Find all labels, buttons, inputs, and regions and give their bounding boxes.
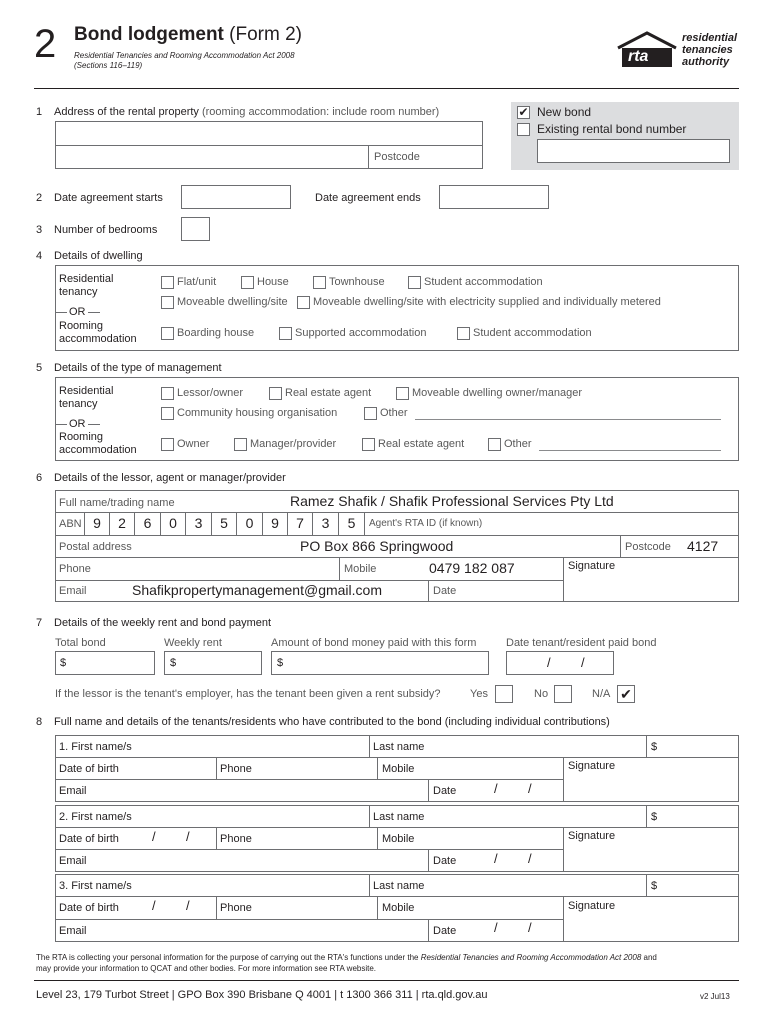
abn-digit: 2 — [110, 512, 135, 535]
act-sections: (Sections 116–119) — [74, 61, 143, 70]
moveable-dwelling-checkbox[interactable] — [161, 296, 174, 309]
subsidy-na-label: N/A — [592, 688, 611, 700]
tenant-3-dob-label: Date of birth — [59, 902, 119, 914]
abn-digit: 3 — [313, 512, 339, 535]
rooming-agent-label: Real estate agent — [378, 438, 465, 450]
existing-bond-number-input[interactable] — [537, 139, 730, 163]
s4-heading: Details of dwelling — [54, 250, 143, 262]
s1-number: 1 — [36, 106, 43, 118]
s8-heading: Full name and details of the tenants/residents who have contributed to the bond (including individual contributions) — [54, 716, 610, 728]
s5-residential-label: Residential tenancy — [59, 385, 114, 410]
form-title-main: Bond lodgement — [74, 24, 224, 45]
s6-row-rule-3 — [55, 557, 739, 558]
s4-or-rule-left — [55, 312, 67, 313]
rta-mark: rta — [628, 48, 649, 65]
community-housing-label: Community housing organisation — [177, 407, 338, 419]
tenant-3-dob-slash-1: / — [152, 898, 156, 913]
postcode-divider — [368, 145, 369, 169]
tenant-3-dollar: $ — [651, 880, 658, 892]
s6-row-rule-2 — [55, 535, 739, 536]
date-ends-label: Date agreement ends — [315, 192, 421, 204]
tenant-2-date-slash-1: / — [494, 851, 498, 866]
tenant-2-rule-1 — [55, 827, 739, 828]
tenant-2-mobile-rule — [377, 827, 378, 849]
s1-heading — [54, 106, 439, 118]
other-management-line[interactable] — [415, 419, 721, 420]
owner-checkbox[interactable] — [161, 438, 174, 451]
fullname-label: Full name/trading name — [59, 497, 175, 509]
s8-number: 8 — [36, 716, 43, 728]
weekly-rent-input[interactable] — [164, 651, 262, 675]
moveable-metered-label: Moveable dwelling/site with electricity supplied and individually metered — [313, 296, 661, 308]
tenant-3-rule-1 — [55, 896, 739, 897]
privacy-act: Residential Tenancies and Rooming Accommodation Act 2008 — [420, 953, 642, 962]
email-label: Email — [59, 585, 87, 597]
postcode-cell-rule — [620, 535, 621, 557]
tenant-2-dob-slash-1: / — [152, 829, 156, 844]
privacy-text-a: The RTA is collecting your personal information for the purpose of carrying out the RTA's functions under the — [36, 953, 421, 962]
real-estate-agent-checkbox[interactable] — [269, 387, 282, 400]
supported-accommodation-checkbox[interactable] — [279, 327, 292, 340]
tenant-1-amount-rule — [646, 735, 647, 757]
tenant-2-amount-rule — [646, 805, 647, 827]
s5-or-rule-right — [88, 424, 100, 425]
townhouse-checkbox[interactable] — [313, 276, 326, 289]
lessor-postcode-value[interactable]: 4127 — [687, 538, 719, 554]
student-accommodation-label: Student accommodation — [424, 276, 543, 288]
footer-address: Level 23, 179 Turbot Street | GPO Box 390 Brisbane Q 4001 | t 1300 366 311 | rta.qld.gov.au — [36, 989, 488, 1001]
tenant-1-last-rule — [369, 735, 370, 757]
total-bond-dollar: $ — [60, 657, 67, 669]
date-ends-input[interactable] — [439, 185, 549, 209]
subsidy-na-checkbox[interactable]: ✔ — [617, 685, 635, 703]
existing-bond-label: Existing rental bond number — [537, 122, 687, 136]
lessor-postcode-label: Postcode — [625, 541, 671, 553]
tenant-1-date-slash-2: / — [528, 781, 532, 796]
tenant-1-rule-2 — [55, 779, 563, 780]
s6-heading: Details of the lessor, agent or manager/provider — [54, 472, 286, 484]
tenant-1-sig-rule — [563, 757, 564, 802]
boarding-house-label: Boarding house — [177, 327, 255, 339]
tenant-3-first-label: 3. First name/s — [59, 880, 132, 892]
tenant-1-phone-rule — [216, 757, 217, 779]
total-bond-input[interactable] — [55, 651, 155, 675]
tenant-1-phone-label: Phone — [220, 763, 252, 775]
s6-row-rule-4 — [55, 580, 563, 581]
tenant-3-last-label: Last name — [373, 880, 425, 892]
rooming-other-line[interactable] — [539, 450, 721, 451]
tenant-3-mobile-rule — [377, 896, 378, 919]
abn-digit: 0 — [161, 512, 186, 535]
tenant-3-dob-slash-2: / — [186, 898, 190, 913]
privacy-line-1 — [36, 952, 741, 963]
real-estate-agent-label: Real estate agent — [285, 387, 372, 399]
tenant-3-date-label: Date — [433, 925, 457, 937]
tenant-2-date-rule — [428, 849, 429, 872]
tenant-3-date-rule — [428, 919, 429, 942]
rta-word-3: authority — [682, 56, 730, 68]
subsidy-no-label: No — [534, 688, 549, 700]
header-rule — [34, 88, 739, 89]
rta-word-1: residential — [682, 32, 738, 44]
date-starts-label: Date agreement starts — [54, 192, 163, 204]
s7-heading: Details of the weekly rent and bond payment — [54, 617, 272, 629]
lessor-signature-label: Signature — [568, 560, 616, 572]
owner-label: Owner — [177, 438, 210, 450]
tenant-2-date-slash-2: / — [528, 851, 532, 866]
moveable-dwelling-label: Moveable dwelling/site — [177, 296, 288, 308]
s1-hint: (rooming accommodation: include room number) — [201, 106, 440, 118]
house-checkbox[interactable] — [241, 276, 254, 289]
rta-logo — [614, 30, 739, 72]
fullname-value[interactable]: Ramez Shafik / Shafik Professional Services Pty Ltd — [290, 493, 614, 509]
rooming-student-checkbox[interactable] — [457, 327, 470, 340]
tenant-3-phone-label: Phone — [220, 902, 252, 914]
tenant-3-mobile-label: Mobile — [382, 902, 415, 914]
tenant-1-date-label: Date — [433, 785, 457, 797]
tenant-1-dollar: $ — [651, 741, 658, 753]
new-bond-checkbox[interactable]: ✔ — [518, 105, 529, 119]
subsidy-question: If the lessor is the tenant's employer, has the tenant been given a rent subsidy? — [55, 688, 441, 700]
tenant-2-last-rule — [369, 805, 370, 827]
s3-number: 3 — [36, 224, 43, 236]
community-housing-checkbox[interactable] — [161, 407, 174, 420]
tenant-2-dob-label: Date of birth — [59, 833, 119, 845]
tenant-2-signature-label: Signature — [568, 830, 616, 842]
s5-or-rule-left — [55, 424, 67, 425]
flat-unit-label: Flat/unit — [177, 276, 217, 288]
bedrooms-label: Number of bedrooms — [54, 224, 158, 236]
rta-id-label: Agent's RTA ID (if known) — [369, 518, 483, 529]
tenant-2-rule-2 — [55, 849, 563, 850]
abn-digit: 9 — [85, 512, 110, 535]
tenant-3-signature-label: Signature — [568, 900, 616, 912]
moveable-metered-checkbox[interactable] — [297, 296, 310, 309]
abn-digit: 5 — [339, 512, 365, 535]
other-management-checkbox[interactable] — [364, 407, 377, 420]
s6-number: 6 — [36, 472, 43, 484]
existing-bond-checkbox[interactable] — [517, 123, 530, 136]
tenant-1-signature-label: Signature — [568, 760, 616, 772]
date-paid-slash-1: / — [547, 655, 551, 670]
form-title — [74, 24, 302, 46]
new-bond-label: New bond — [537, 105, 592, 119]
tenant-2-dollar: $ — [651, 811, 658, 823]
manager-provider-checkbox[interactable] — [234, 438, 247, 451]
date-paid-input[interactable] — [506, 651, 614, 675]
subsidy-yes-checkbox[interactable] — [495, 685, 513, 703]
moveable-manager-label: Moveable dwelling owner/manager — [412, 387, 582, 399]
rta-wordmark — [682, 32, 737, 68]
rooming-other-label: Other — [504, 438, 532, 450]
tenant-1-mobile-rule — [377, 757, 378, 779]
privacy-text-b: and — [641, 953, 657, 962]
rta-word-2: tenancies — [682, 44, 733, 56]
tenant-1-last-label: Last name — [373, 741, 425, 753]
mobile-cell-rule — [339, 557, 340, 580]
s4-or-rule-right — [88, 312, 100, 313]
phone-label: Phone — [59, 563, 91, 575]
privacy-notice — [36, 952, 741, 974]
lessor-date-label: Date — [433, 585, 457, 597]
house-label: House — [257, 276, 289, 288]
abn-digit: 9 — [263, 512, 288, 535]
date-paid-slash-2: / — [581, 655, 585, 670]
s4-number: 4 — [36, 250, 43, 262]
manager-provider-label: Manager/provider — [250, 438, 337, 450]
tenant-2-email-label: Email — [59, 855, 87, 867]
signature-cell-rule — [563, 557, 564, 602]
s1-label: Address of the rental property — [54, 106, 199, 118]
s4-or-label: OR — [69, 306, 86, 318]
s4-rooming-label: Rooming accommodation — [59, 320, 137, 345]
amount-paid-dollar: $ — [277, 657, 284, 669]
s5-heading: Details of the type of management — [54, 362, 222, 374]
tenant-1-rule-1 — [55, 757, 739, 758]
tenant-3-email-label: Email — [59, 925, 87, 937]
form-number: 2 — [34, 22, 57, 66]
abn-digit: 0 — [237, 512, 263, 535]
tenant-1-date-slash-1: / — [494, 781, 498, 796]
tenant-3-last-rule — [369, 874, 370, 896]
other-management-label: Other — [380, 407, 408, 419]
privacy-line-2: may provide your information to QCAT and other bodies. For more information see RTA website. — [36, 964, 377, 973]
mobile-label: Mobile — [344, 563, 377, 575]
abn-digit: 5 — [212, 512, 237, 535]
abn-digit: 6 — [135, 512, 161, 535]
footer-rule — [34, 980, 739, 981]
footer-version: v2 Jul13 — [700, 992, 730, 1001]
address-postcode-label: Postcode — [374, 151, 420, 163]
tenant-1-date-rule — [428, 779, 429, 802]
weekly-rent-dollar: $ — [170, 657, 177, 669]
tenant-2-mobile-label: Mobile — [382, 833, 415, 845]
subsidy-yes-label: Yes — [470, 688, 488, 700]
tenant-1-email-label: Email — [59, 785, 87, 797]
student-accommodation-checkbox[interactable] — [408, 276, 421, 289]
email-value[interactable]: Shafikpropertymanagement@gmail.com — [132, 582, 382, 598]
amount-paid-label: Amount of bond money paid with this form — [271, 637, 477, 649]
tenant-1-mobile-label: Mobile — [382, 763, 415, 775]
mobile-value[interactable]: 0479 182 087 — [429, 560, 515, 576]
s5-rooming-label: Rooming accommodation — [59, 431, 137, 456]
abn-digit: 3 — [186, 512, 212, 535]
s4-residential-label: Residential tenancy — [59, 273, 114, 298]
date-starts-input[interactable] — [181, 185, 291, 209]
supported-accommodation-label: Supported accommodation — [295, 327, 427, 339]
rooming-student-label: Student accommodation — [473, 327, 592, 339]
tenant-3-sig-rule — [563, 896, 564, 942]
tenant-2-sig-rule — [563, 827, 564, 872]
lessor-owner-label: Lessor/owner — [177, 387, 244, 399]
rooming-other-checkbox[interactable] — [488, 438, 501, 451]
weekly-rent-label: Weekly rent — [164, 637, 222, 649]
date-cell-rule — [428, 580, 429, 602]
total-bond-label: Total bond — [55, 637, 106, 649]
tenant-2-first-label: 2. First name/s — [59, 811, 132, 823]
abn-digit: 7 — [288, 512, 313, 535]
tenant-1-first-label: 1. First name/s — [59, 741, 132, 753]
address-divider — [55, 145, 483, 146]
act-name: Residential Tenancies and Rooming Accommodation Act 2008 — [74, 51, 295, 60]
tenant-3-date-slash-1: / — [494, 920, 498, 935]
tenant-3-phone-rule — [216, 896, 217, 919]
bedrooms-input[interactable] — [181, 217, 210, 241]
tenant-2-phone-rule — [216, 827, 217, 849]
abn-label: ABN — [59, 518, 82, 530]
tenant-3-amount-rule — [646, 874, 647, 896]
abn-digits[interactable] — [85, 512, 365, 535]
date-paid-label: Date tenant/resident paid bond — [506, 637, 657, 649]
amount-paid-input[interactable] — [271, 651, 489, 675]
form-title-sub: (Form 2) — [223, 24, 302, 45]
tenant-2-phone-label: Phone — [220, 833, 252, 845]
moveable-manager-checkbox[interactable] — [396, 387, 409, 400]
s7-number: 7 — [36, 617, 43, 629]
tenant-3-date-slash-2: / — [528, 920, 532, 935]
s5-number: 5 — [36, 362, 43, 374]
s2-number: 2 — [36, 192, 43, 204]
tenant-2-date-label: Date — [433, 855, 457, 867]
tenant-2-last-label: Last name — [373, 811, 425, 823]
townhouse-label: Townhouse — [329, 276, 385, 288]
lessor-owner-checkbox[interactable] — [161, 387, 174, 400]
tenant-1-dob-label: Date of birth — [59, 763, 119, 775]
postal-address-label: Postal address — [59, 541, 132, 553]
postal-address-value[interactable]: PO Box 866 Springwood — [300, 538, 454, 554]
subsidy-no-checkbox[interactable] — [554, 685, 572, 703]
s5-or-label: OR — [69, 418, 86, 430]
rooming-agent-checkbox[interactable] — [362, 438, 375, 451]
tenant-3-rule-2 — [55, 919, 563, 920]
boarding-house-checkbox[interactable] — [161, 327, 174, 340]
tenant-2-dob-slash-2: / — [186, 829, 190, 844]
flat-unit-checkbox[interactable] — [161, 276, 174, 289]
